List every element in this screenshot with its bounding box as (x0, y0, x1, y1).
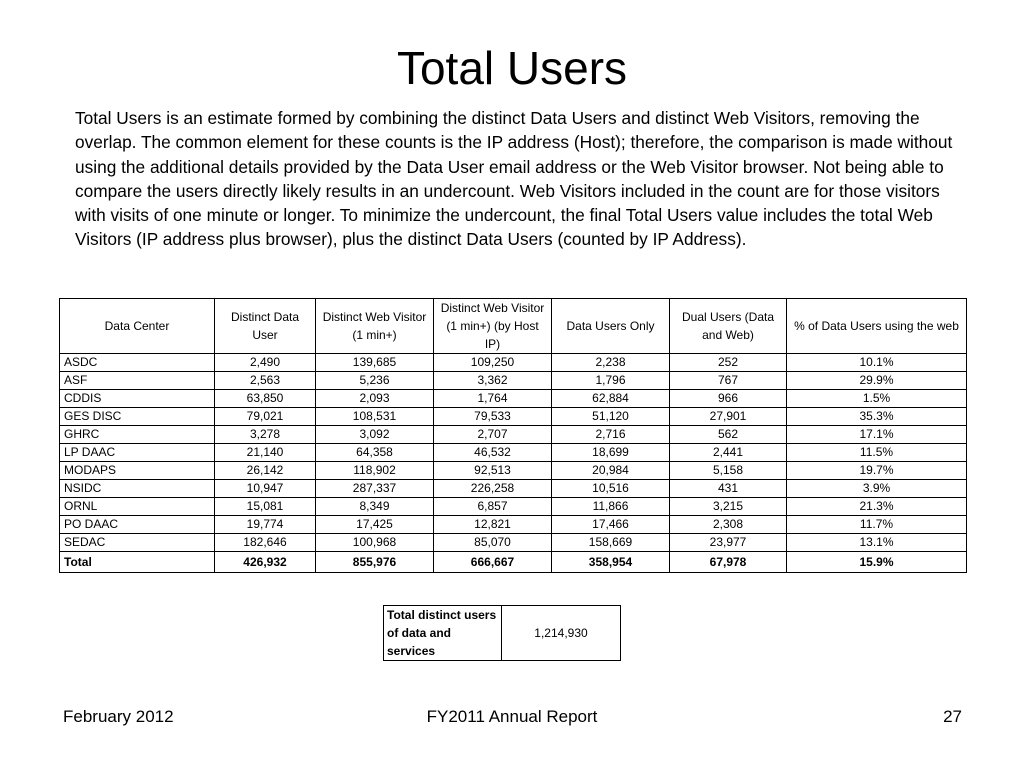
cell-web-visitor-by-host: 92,513 (434, 462, 552, 480)
cell-web-visitor-by-host: 46,532 (434, 444, 552, 462)
table-row (60, 498, 967, 516)
header-percent-web: % of Data Users using the web (787, 299, 967, 354)
cell-data-users-only: 20,984 (552, 462, 670, 480)
cell-data-center: SEDAC (60, 534, 215, 552)
cell-dual-users: 67,978 (670, 552, 787, 573)
table-row (60, 516, 967, 534)
header-data-center: Data Center (60, 299, 215, 354)
cell-dual-users: 966 (670, 390, 787, 408)
cell-distinct-web-visitor: 5,236 (316, 372, 434, 390)
cell-dual-users: 23,977 (670, 534, 787, 552)
cell-distinct-web-visitor: 64,358 (316, 444, 434, 462)
cell-distinct-web-visitor: 287,337 (316, 480, 434, 498)
cell-dual-users: 2,441 (670, 444, 787, 462)
cell-distinct-data-user: 2,563 (215, 372, 316, 390)
table-row (60, 426, 967, 444)
cell-distinct-data-user: 19,774 (215, 516, 316, 534)
cell-distinct-data-user: 79,021 (215, 408, 316, 426)
cell-data-center: Total (60, 552, 215, 573)
table-row (60, 480, 967, 498)
cell-percent-web: 29.9% (787, 372, 967, 390)
cell-data-center: CDDIS (60, 390, 215, 408)
summary-table (383, 605, 621, 661)
footer-date: February 2012 (63, 707, 174, 726)
cell-data-users-only: 18,699 (552, 444, 670, 462)
table-row (60, 390, 967, 408)
table-row (60, 534, 967, 552)
cell-data-center: PO DAAC (60, 516, 215, 534)
cell-distinct-web-visitor: 118,902 (316, 462, 434, 480)
cell-distinct-data-user: 10,947 (215, 480, 316, 498)
summary-row (384, 606, 621, 661)
cell-dual-users: 2,308 (670, 516, 787, 534)
cell-web-visitor-by-host: 666,667 (434, 552, 552, 573)
cell-percent-web: 13.1% (787, 534, 967, 552)
table-header-row (60, 299, 967, 354)
cell-dual-users: 562 (670, 426, 787, 444)
cell-web-visitor-by-host: 12,821 (434, 516, 552, 534)
cell-data-users-only: 1,796 (552, 372, 670, 390)
cell-distinct-web-visitor: 100,968 (316, 534, 434, 552)
cell-distinct-web-visitor: 8,349 (316, 498, 434, 516)
cell-distinct-data-user: 182,646 (215, 534, 316, 552)
cell-data-users-only: 158,669 (552, 534, 670, 552)
cell-percent-web: 15.9% (787, 552, 967, 573)
cell-distinct-data-user: 426,932 (215, 552, 316, 573)
footer-report-title: FY2011 Annual Report (426, 707, 598, 726)
cell-distinct-data-user: 2,490 (215, 354, 316, 372)
cell-dual-users: 252 (670, 354, 787, 372)
header-dual-users: Dual Users (Data and Web) (670, 299, 787, 354)
cell-web-visitor-by-host: 85,070 (434, 534, 552, 552)
cell-distinct-data-user: 21,140 (215, 444, 316, 462)
cell-data-users-only: 10,516 (552, 480, 670, 498)
cell-distinct-web-visitor: 108,531 (316, 408, 434, 426)
footer-page-number: 27 (943, 707, 962, 726)
cell-percent-web: 21.3% (787, 498, 967, 516)
cell-dual-users: 3,215 (670, 498, 787, 516)
cell-data-center: LP DAAC (60, 444, 215, 462)
cell-web-visitor-by-host: 226,258 (434, 480, 552, 498)
cell-data-center: MODAPS (60, 462, 215, 480)
cell-data-center: ASDC (60, 354, 215, 372)
cell-percent-web: 35.3% (787, 408, 967, 426)
table-row (60, 462, 967, 480)
cell-distinct-web-visitor: 139,685 (316, 354, 434, 372)
cell-web-visitor-by-host: 79,533 (434, 408, 552, 426)
cell-data-center: GES DISC (60, 408, 215, 426)
cell-distinct-web-visitor: 3,092 (316, 426, 434, 444)
cell-percent-web: 3.9% (787, 480, 967, 498)
cell-data-users-only: 358,954 (552, 552, 670, 573)
cell-data-users-only: 11,866 (552, 498, 670, 516)
table-row (60, 408, 967, 426)
cell-dual-users: 431 (670, 480, 787, 498)
cell-distinct-data-user: 3,278 (215, 426, 316, 444)
cell-data-users-only: 17,466 (552, 516, 670, 534)
cell-data-users-only: 62,884 (552, 390, 670, 408)
cell-percent-web: 1.5% (787, 390, 967, 408)
cell-distinct-data-user: 15,081 (215, 498, 316, 516)
cell-percent-web: 10.1% (787, 354, 967, 372)
cell-data-users-only: 51,120 (552, 408, 670, 426)
table-row (60, 354, 967, 372)
summary-label: Total distinct users of data and services (384, 606, 502, 661)
users-table (59, 298, 967, 573)
cell-percent-web: 11.5% (787, 444, 967, 462)
cell-distinct-data-user: 63,850 (215, 390, 316, 408)
cell-percent-web: 19.7% (787, 462, 967, 480)
cell-data-center: GHRC (60, 426, 215, 444)
cell-web-visitor-by-host: 1,764 (434, 390, 552, 408)
cell-distinct-web-visitor: 855,976 (316, 552, 434, 573)
table-row (60, 372, 967, 390)
cell-data-center: ORNL (60, 498, 215, 516)
table-total-row (60, 552, 967, 573)
cell-distinct-web-visitor: 17,425 (316, 516, 434, 534)
summary-value: 1,214,930 (502, 606, 621, 661)
header-distinct-data-user: Distinct Data User (215, 299, 316, 354)
cell-data-center: NSIDC (60, 480, 215, 498)
slide-title: Total Users (396, 42, 628, 94)
cell-web-visitor-by-host: 109,250 (434, 354, 552, 372)
cell-dual-users: 767 (670, 372, 787, 390)
cell-web-visitor-by-host: 6,857 (434, 498, 552, 516)
cell-percent-web: 17.1% (787, 426, 967, 444)
table-row (60, 444, 967, 462)
cell-web-visitor-by-host: 3,362 (434, 372, 552, 390)
header-distinct-web-visitor: Distinct Web Visitor (1 min+) (316, 299, 434, 354)
header-web-visitor-by-host: Distinct Web Visitor (1 min+) (by Host IP) (434, 299, 552, 354)
cell-web-visitor-by-host: 2,707 (434, 426, 552, 444)
cell-percent-web: 11.7% (787, 516, 967, 534)
cell-distinct-web-visitor: 2,093 (316, 390, 434, 408)
cell-distinct-data-user: 26,142 (215, 462, 316, 480)
intro-paragraph: Total Users is an estimate formed by combining the distinct Data Users and distinct Web Visitors, removing the overlap. The common element for these counts is the IP address (Host); therefore, the comparison is made without using the additional details provided by the Data User email address or the Web Visitor browser. Not being able to compare the users directly likely results in an undercount. Web Visitors included in the count are for those visitors with visits of one minute or longer. To minimize the undercount, the final Total Users value includes the total Web Visitors (IP address plus browser), plus the distinct Data Users (counted by IP Address). (75, 108, 953, 250)
header-data-users-only: Data Users Only (552, 299, 670, 354)
cell-dual-users: 5,158 (670, 462, 787, 480)
cell-data-center: ASF (60, 372, 215, 390)
cell-data-users-only: 2,238 (552, 354, 670, 372)
cell-data-users-only: 2,716 (552, 426, 670, 444)
cell-dual-users: 27,901 (670, 408, 787, 426)
